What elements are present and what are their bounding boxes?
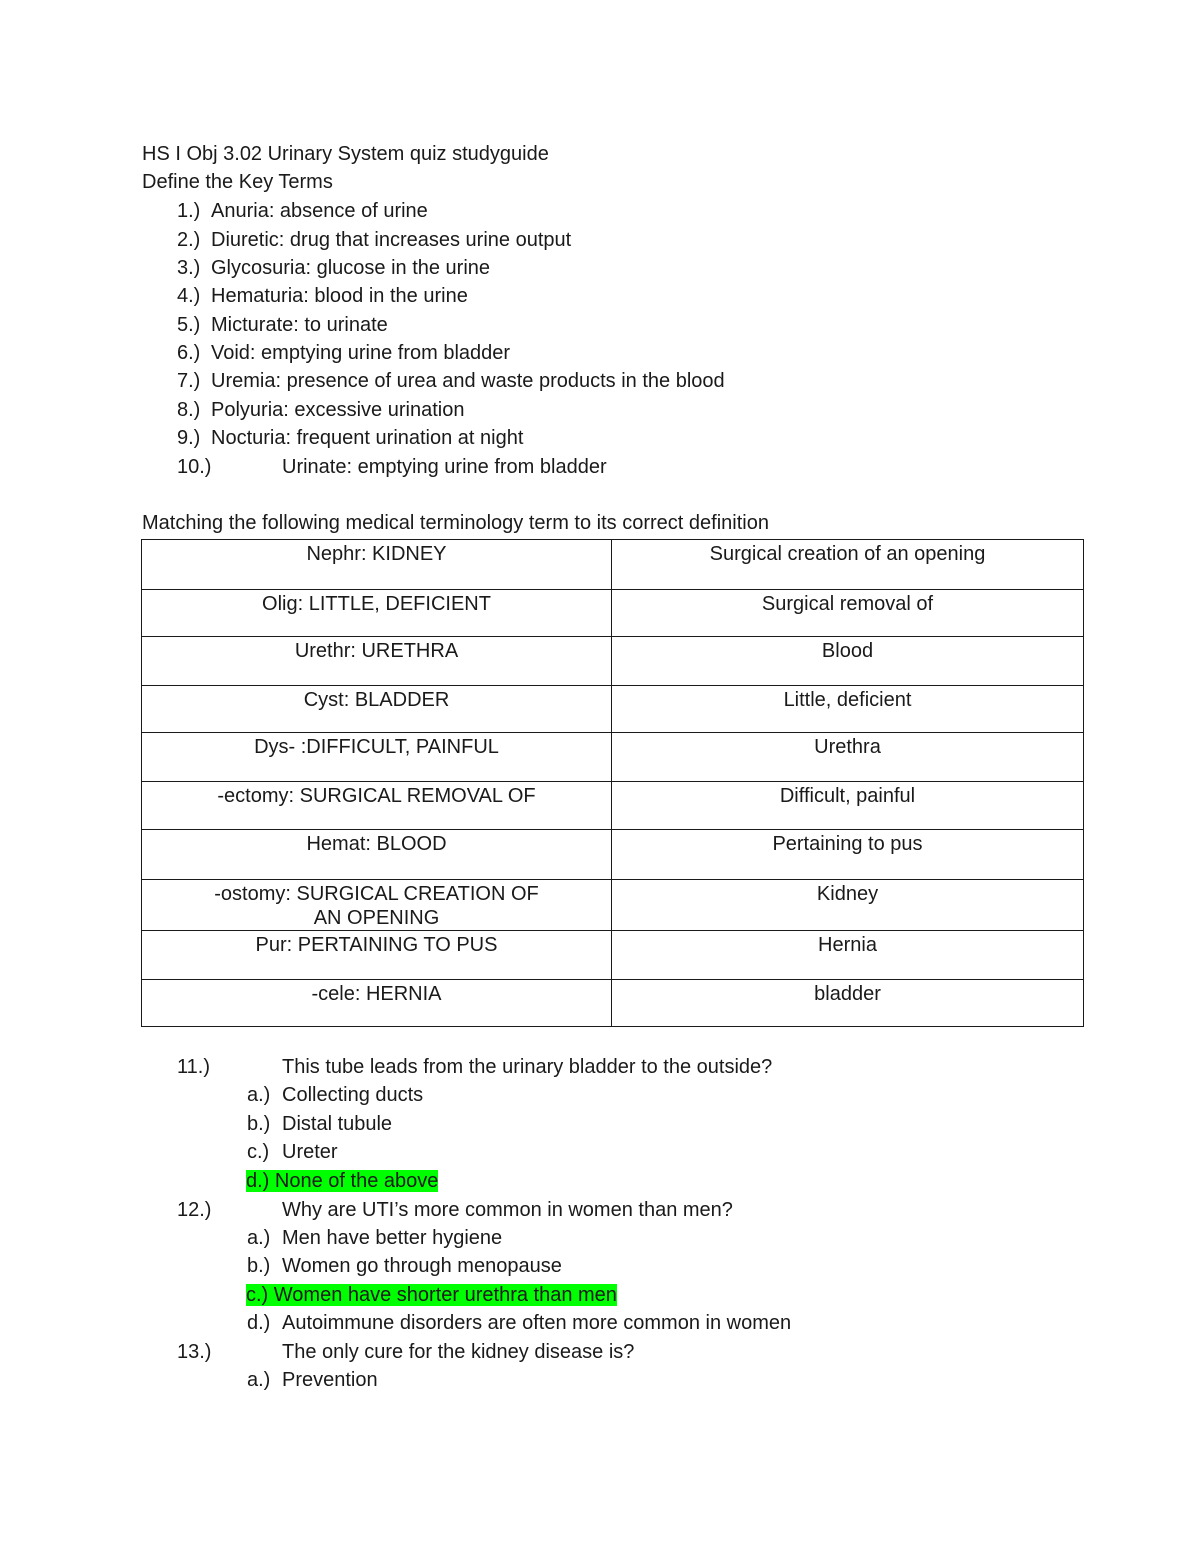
term-cell: Nephr: KIDNEY <box>142 540 612 590</box>
document-title: HS I Obj 3.02 Urinary System quiz studyguide <box>142 143 549 165</box>
table-row <box>142 880 1084 931</box>
list-item: Nocturia: frequent urination at night <box>211 427 524 449</box>
list-item-number: 10.) <box>177 456 212 478</box>
list-item: Urinate: emptying urine from bladder <box>282 456 607 478</box>
list-item: Anuria: absence of urine <box>211 200 428 222</box>
option-letter: a.) <box>247 1369 271 1391</box>
option-letter: a.) <box>247 1227 271 1249</box>
option-letter: a.) <box>247 1084 271 1106</box>
matching-table <box>141 539 1084 1027</box>
table-row <box>142 980 1084 1027</box>
term-cell: Dys- :DIFFICULT, PAINFUL <box>142 733 612 782</box>
list-item: Polyuria: excessive urination <box>211 399 465 421</box>
key-terms-heading: Define the Key Terms <box>142 171 333 193</box>
list-item-number: 3.) <box>177 257 201 279</box>
option-text: Distal tubule <box>282 1113 393 1135</box>
option-text: Men have better hygiene <box>282 1227 503 1249</box>
term-cell: Hemat: BLOOD <box>142 830 612 880</box>
term-cell: -ectomy: SURGICAL REMOVAL OF <box>142 782 612 830</box>
definition-cell: Surgical removal of <box>612 590 1084 637</box>
question-number: 12.) <box>177 1199 212 1221</box>
option-letter: d.) <box>246 1170 270 1192</box>
list-item: Uremia: presence of urea and waste products in the blood <box>211 370 725 392</box>
table-row <box>142 830 1084 880</box>
term-cell: Olig: LITTLE, DEFICIENT <box>142 590 612 637</box>
option-text: Women go through menopause <box>282 1255 562 1277</box>
list-item: Diuretic: drug that increases urine output <box>211 229 572 251</box>
question-text: The only cure for the kidney disease is? <box>282 1341 635 1363</box>
definition-cell: Surgical creation of an opening <box>612 540 1084 590</box>
term-cell: -ostomy: SURGICAL CREATION OF AN OPENING <box>142 880 612 931</box>
list-item-number: 7.) <box>177 370 201 392</box>
list-item-number: 9.) <box>177 427 201 449</box>
highlighted-answer <box>246 1281 617 1309</box>
term-cell: Urethr: URETHRA <box>142 637 612 686</box>
highlighted-answer <box>246 1167 438 1195</box>
definition-cell: Hernia <box>612 931 1084 980</box>
list-item: Hematuria: blood in the urine <box>211 285 468 307</box>
list-item-number: 1.) <box>177 200 201 222</box>
option-text: None of the above <box>274 1170 439 1192</box>
list-item: Void: emptying urine from bladder <box>211 342 511 364</box>
term-cell: Cyst: BLADDER <box>142 686 612 733</box>
option-letter: b.) <box>247 1113 271 1135</box>
option-text: Collecting ducts <box>282 1084 424 1106</box>
table-row <box>142 733 1084 782</box>
question-number: 13.) <box>177 1341 212 1363</box>
definition-cell: Pertaining to pus <box>612 830 1084 880</box>
list-item: Micturate: to urinate <box>211 314 388 336</box>
table-row <box>142 782 1084 830</box>
option-letter: c.) <box>246 1284 269 1306</box>
question-text: This tube leads from the urinary bladder to the outside? <box>282 1056 773 1078</box>
term-cell: -cele: HERNIA <box>142 980 612 1027</box>
table-row <box>142 686 1084 733</box>
question-number: 11.) <box>177 1056 210 1078</box>
table-row <box>142 931 1084 980</box>
matching-heading: Matching the following medical terminology term to its correct definition <box>142 512 769 534</box>
list-item-number: 5.) <box>177 314 201 336</box>
option-text: Ureter <box>282 1141 338 1163</box>
option-text: Autoimmune disorders are often more common in women <box>282 1312 792 1334</box>
list-item-number: 6.) <box>177 342 201 364</box>
term-cell: Pur: PERTAINING TO PUS <box>142 931 612 980</box>
question-text: Why are UTI’s more common in women than men? <box>282 1199 733 1221</box>
table-row <box>142 590 1084 637</box>
definition-cell: Urethra <box>612 733 1084 782</box>
definition-cell: Kidney <box>612 880 1084 931</box>
table-row <box>142 540 1084 590</box>
option-text: Women have shorter urethra than men <box>273 1284 617 1306</box>
definition-cell: bladder <box>612 980 1084 1027</box>
definition-cell: Little, deficient <box>612 686 1084 733</box>
table-row <box>142 637 1084 686</box>
list-item-number: 4.) <box>177 285 201 307</box>
list-item-number: 2.) <box>177 229 201 251</box>
definition-cell: Blood <box>612 637 1084 686</box>
option-text: Prevention <box>282 1369 378 1391</box>
list-item-number: 8.) <box>177 399 201 421</box>
option-letter: c.) <box>247 1141 270 1163</box>
definition-cell: Difficult, painful <box>612 782 1084 830</box>
option-letter: b.) <box>247 1255 271 1277</box>
spacer <box>268 1284 274 1306</box>
list-item: Glycosuria: glucose in the urine <box>211 257 491 279</box>
option-letter: d.) <box>247 1312 271 1334</box>
